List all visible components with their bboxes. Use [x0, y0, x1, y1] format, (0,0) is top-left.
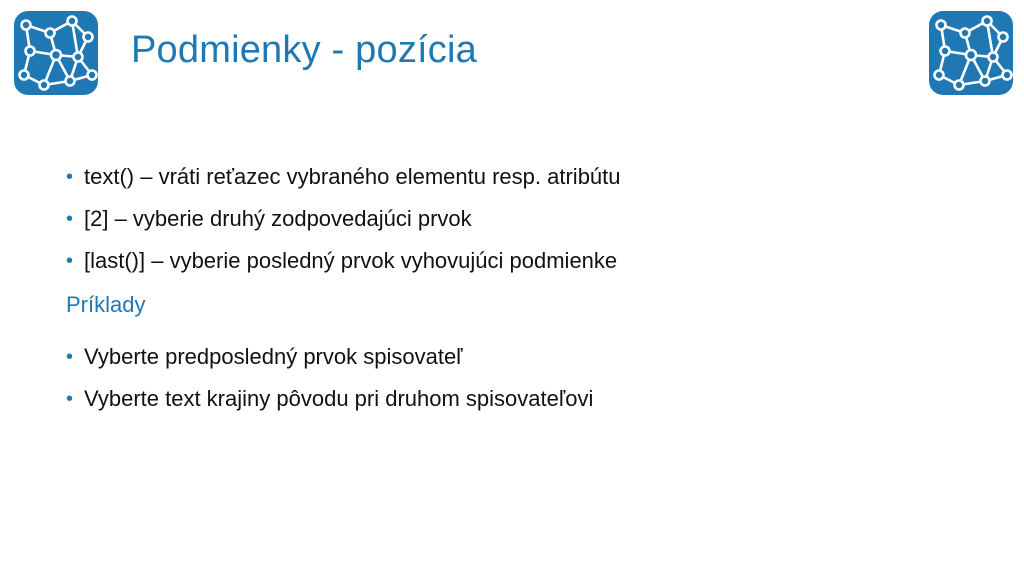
bullet-icon: •	[66, 346, 74, 368]
network-icon	[929, 11, 1013, 95]
bullet-text: [2] – vyberie druhý zodpovedajúci prvok	[84, 206, 472, 231]
example-item	[66, 378, 966, 420]
slide-content	[66, 156, 966, 420]
examples-heading: Príklady	[66, 292, 146, 317]
bullet-text: [last()] – vyberie posledný prvok vyhovujúci podmienke	[84, 248, 618, 273]
bullet-item	[66, 240, 966, 282]
example-text: Vyberte text krajiny pôvodu pri druhom spisovateľovi	[84, 386, 594, 411]
bullet-icon: •	[66, 166, 74, 188]
slide-title: Podmienky - pozícia	[131, 29, 477, 71]
bullet-list	[66, 156, 966, 282]
bullet-icon: •	[66, 388, 74, 410]
network-logo-left	[14, 11, 98, 95]
network-icon	[14, 11, 98, 95]
bullet-item	[66, 156, 966, 198]
bullet-icon: •	[66, 208, 74, 230]
bullet-text: text() – vráti reťazec vybraného elementu resp. atribútu	[84, 164, 621, 189]
example-item	[66, 336, 966, 378]
bullet-item	[66, 198, 966, 240]
example-text: Vyberte predposledný prvok spisovateľ	[84, 344, 463, 369]
network-logo-right	[929, 11, 1013, 95]
examples-list	[66, 336, 966, 420]
bullet-icon: •	[66, 250, 74, 272]
